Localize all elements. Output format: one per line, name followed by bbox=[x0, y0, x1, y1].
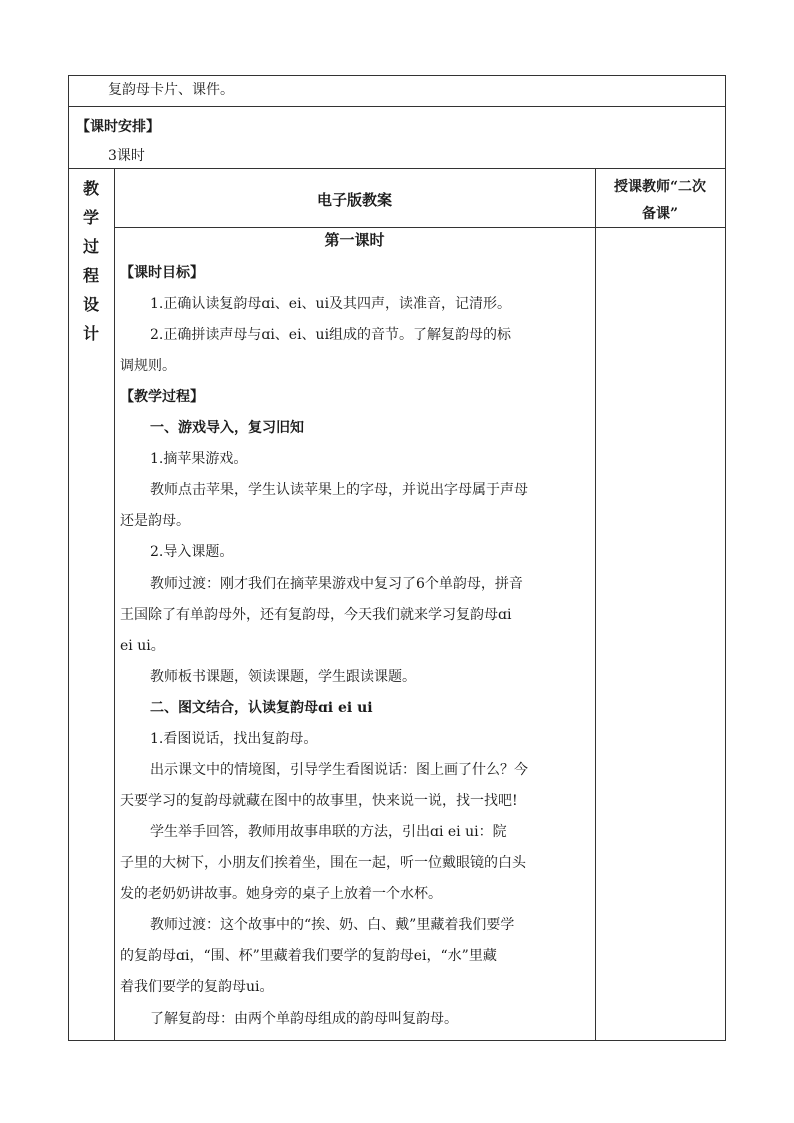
left-label-char: 计 bbox=[82, 324, 99, 343]
column-divider-1 bbox=[114, 168, 115, 1041]
p2-4c: 着我们要学的复韵母ui。 bbox=[120, 979, 274, 995]
goal-2a: 2.正确拼读声母与ɑi、ei、ui组成的音节。了解复韵母的标 bbox=[150, 327, 512, 343]
p1-1: 1.摘苹果游戏。 bbox=[150, 451, 248, 467]
part1-heading: 一、游戏导入，复习旧知 bbox=[150, 420, 304, 436]
left-label-char: 过 bbox=[82, 237, 99, 256]
table-border-right bbox=[725, 75, 726, 1041]
goal-2b: 调规则。 bbox=[120, 358, 176, 374]
p2-3a: 学生举手回答，教师用故事串联的方法，引出ɑi ei ui：院 bbox=[150, 824, 507, 840]
p2-2b: 天要学习的复韵母就藏在图中的故事里，快来说一说，找一找吧! bbox=[120, 793, 518, 809]
schedule-value: 3课时 bbox=[108, 148, 145, 164]
goal-1: 1.正确认读复韵母ɑi、ei、ui及其四声，读准音，记清形。 bbox=[150, 296, 512, 312]
schedule-heading: 【课时安排】 bbox=[76, 119, 160, 135]
p1-2a: 教师点击苹果，学生认读苹果上的字母，并说出字母属于声母 bbox=[150, 482, 528, 498]
p1-4c: ei ui。 bbox=[120, 638, 165, 654]
table-border-top bbox=[68, 75, 726, 76]
p2-3b: 子里的大树下，小朋友们挨着坐，围在一起，听一位戴眼镜的白头 bbox=[120, 855, 526, 871]
row-divider-1 bbox=[68, 106, 726, 107]
p1-4a: 教师过渡：刚才我们在摘苹果游戏中复习了6个单韵母，拼音 bbox=[150, 576, 523, 592]
p2-3c: 发的老奶奶讲故事。她身旁的桌子上放着一个水杯。 bbox=[120, 886, 442, 902]
p2-4b: 的复韵母ɑi，“围、杯”里藏着我们要学的复韵母ei，“水”里藏 bbox=[120, 948, 497, 964]
goal-heading: 【课时目标】 bbox=[120, 265, 204, 281]
table-border-bottom bbox=[68, 1040, 726, 1041]
left-label-char: 教 bbox=[82, 179, 99, 198]
left-label-char: 学 bbox=[82, 208, 99, 227]
row-divider-2 bbox=[68, 168, 726, 169]
process-heading: 【教学过程】 bbox=[120, 389, 204, 405]
p2-1: 1.看图说话，找出复韵母。 bbox=[150, 731, 318, 747]
p2-4a: 教师过渡：这个故事中的“挨、奶、白、戴”里藏着我们要学 bbox=[150, 917, 515, 933]
p1-2b: 还是韵母。 bbox=[120, 513, 190, 529]
right-title-line2: 备课” bbox=[641, 206, 679, 222]
right-title-line1: 授课教师“二次 bbox=[613, 179, 707, 195]
section-title: 第一课时 bbox=[324, 231, 385, 249]
p1-3: 2.导入课题。 bbox=[150, 544, 234, 560]
main-title: 电子版教案 bbox=[316, 191, 392, 209]
p2-2a: 出示课文中的情境图，引导学生看图说话：图上画了什么？今 bbox=[150, 762, 528, 778]
left-label-char: 设 bbox=[82, 295, 99, 314]
part2-heading: 二、图文结合，认读复韵母ɑi ei ui bbox=[150, 700, 373, 716]
row-divider-3 bbox=[114, 227, 726, 228]
p1-5: 教师板书课题，领读课题，学生跟读课题。 bbox=[150, 669, 416, 685]
materials-text: 复韵母卡片、课件。 bbox=[108, 82, 234, 98]
left-label-char: 程 bbox=[82, 266, 99, 285]
p1-4b: 王国除了有单韵母外，还有复韵母，今天我们就来学习复韵母ɑi bbox=[120, 607, 512, 623]
column-divider-2 bbox=[595, 168, 596, 1041]
p2-5: 了解复韵母：由两个单韵母组成的韵母叫复韵母。 bbox=[150, 1011, 458, 1027]
